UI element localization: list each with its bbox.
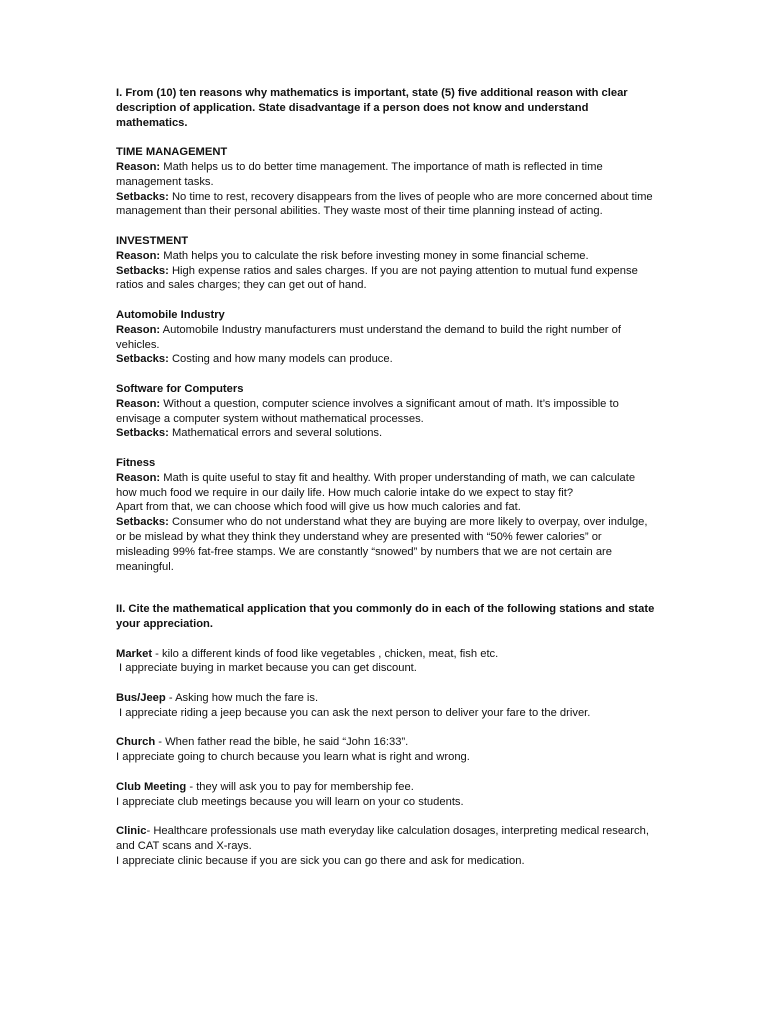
reason-label: Reason: [116, 471, 161, 484]
section-heading: TIME MANAGEMENT [116, 146, 228, 159]
reason-label: Reason: [116, 397, 161, 410]
setbacks-label: Setbacks: [116, 516, 169, 529]
setbacks-text: Consumer who do not understand what they are buying are more likely to overpay, over indulge, or be mislead by what they think they understand whey are presented with “50% fewer calories” or misleading 99% fat-free stamps. We are constantly “snowed” by numbers that we are not certain are meaningful. [116, 516, 648, 573]
station-name: Clinic [116, 825, 147, 838]
station-application-text: Healthcare professionals use math everyday like calculation dosages, interpreting medical research, and CAT scans and X-rays. [116, 825, 649, 853]
station-appreciation: I appreciate buying in market because you can get discount. [119, 662, 417, 675]
station-separator: - [186, 780, 197, 793]
reason-label: Reason: [116, 160, 161, 173]
station-club-meeting [116, 780, 656, 810]
setbacks-paragraph [116, 264, 656, 294]
part1-question: I. From (10) ten reasons why mathematics is important, state (5) five additional reason with clear description of application. State disadvantage if a person does not know and understand mathematics. [116, 87, 628, 129]
section-heading: Software for Computers [116, 382, 244, 395]
reason-paragraph [116, 397, 656, 427]
reason-text: Math is quite useful to stay fit and healthy. With proper understanding of math, we can calculate how much food we require in our daily life. How much calorie intake do we expect to stay fit? [116, 471, 636, 499]
section-heading: INVESTMENT [116, 234, 189, 247]
station-name: Market [116, 647, 153, 660]
setbacks-text: No time to rest, recovery disappears from the lives of people who are more concerned about time management than their personal abilities. They waste most of their time planning instead of acting. [116, 190, 653, 218]
station-application-text: Asking how much the fare is. [175, 692, 319, 705]
setbacks-text: High expense ratios and sales charges. If you are not paying attention to mutual fund expense ratios and sales charges; they can get out of hand. [116, 264, 638, 292]
reason-label: Reason: [116, 323, 161, 336]
section-fitness [116, 456, 656, 574]
station-application [116, 824, 656, 854]
reason-label: Reason: [116, 249, 161, 262]
station-separator: - [165, 692, 176, 705]
setbacks-label: Setbacks: [116, 353, 169, 366]
setbacks-label: Setbacks: [116, 190, 169, 203]
reason-text: Without a question, computer science involves a significant amout of math. It’s impossible to envisage a computer system without mathematical processes. [116, 397, 619, 425]
station-separator: - [152, 647, 163, 660]
station-appreciation: I appreciate clinic because if you are sick you can go there and ask for medication. [116, 854, 525, 867]
reason-paragraph [116, 249, 656, 264]
document-page [116, 86, 656, 869]
reason-paragraph [116, 471, 656, 501]
section-automobile-industry [116, 308, 656, 367]
reason-text: Automobile Industry manufacturers must understand the demand to build the right number of vehicles. [116, 323, 621, 351]
reason-paragraph [116, 323, 656, 353]
setbacks-paragraph [116, 190, 656, 220]
setbacks-paragraph [116, 515, 656, 574]
station-name: Club Meeting [116, 780, 187, 793]
station-clinic [116, 824, 656, 868]
section-investment [116, 234, 656, 293]
setbacks-text: Mathematical errors and several solutions. [171, 427, 383, 440]
station-appreciation: I appreciate riding a jeep because you can ask the next person to deliver your fare to the driver. [119, 706, 591, 719]
section-heading: Fitness [116, 456, 156, 469]
reason-text: Math helps us to do better time management. The importance of math is reflected in time management tasks. [116, 160, 603, 188]
section-time-management [116, 145, 656, 219]
station-separator: - [146, 825, 154, 838]
extra-paragraph: Apart from that, we can choose which food will give us how much calories and fat. [116, 501, 521, 514]
station-application [116, 691, 656, 706]
station-separator: - [155, 736, 166, 749]
station-application-text: kilo a different kinds of food like vegetables , chicken, meat, fish etc. [162, 647, 499, 660]
station-application [116, 647, 656, 662]
station-application-text: they will ask you to pay for membership fee. [196, 780, 414, 793]
setbacks-label: Setbacks: [116, 264, 169, 277]
setbacks-paragraph [116, 352, 656, 367]
section-heading: Automobile Industry [116, 308, 225, 321]
station-application-text: When father read the bible, he said “John 16:33”. [165, 736, 409, 749]
reason-text: Math helps you to calculate the risk before investing money in some financial scheme. [163, 249, 589, 262]
station-name: Church [116, 736, 156, 749]
setbacks-text: Costing and how many models can produce. [171, 353, 393, 366]
station-application [116, 780, 656, 795]
station-church [116, 735, 656, 765]
station-appreciation: I appreciate club meetings because you will learn on your co students. [116, 795, 464, 808]
station-bus-jeep [116, 691, 656, 721]
station-name: Bus/Jeep [116, 692, 166, 705]
part2-question: II. Cite the mathematical application that you commonly do in each of the following stations and state your appreciation. [116, 603, 655, 631]
station-application [116, 735, 656, 750]
setbacks-paragraph [116, 426, 656, 441]
station-appreciation: I appreciate going to church because you learn what is right and wrong. [116, 751, 470, 764]
reason-paragraph [116, 160, 656, 190]
section-software-for-computers [116, 382, 656, 441]
station-market [116, 647, 656, 677]
setbacks-label: Setbacks: [116, 427, 169, 440]
